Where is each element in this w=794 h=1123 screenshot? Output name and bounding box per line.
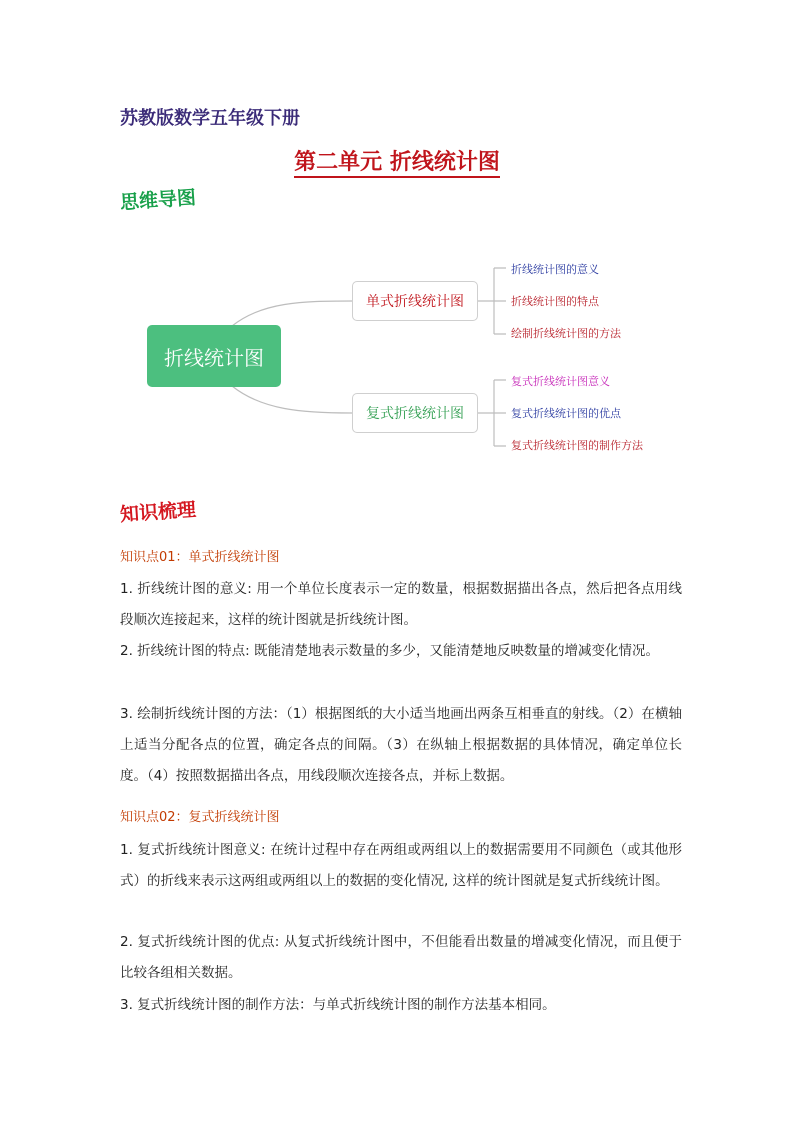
mindmap-leaf: 复式折线统计图意义 [511, 375, 610, 388]
mindmap-root: 折线统计图 [147, 325, 281, 387]
kp1-item-1: 1. 折线统计图的意义: 用一个单位长度表示一定的数量，根据数据描出各点，然后把各点用线段顺次连接起来，这样的统计图就是折线统计图。 [120, 581, 682, 628]
connector-branch2-stem [478, 380, 506, 446]
connector-root-branch1 [232, 301, 352, 326]
doc-title [0, 145, 794, 176]
kp1-item-2: 2. 折线统计图的特点: 既能清楚地表示数量的多少，又能清楚地反映数量的增减变化情况。 [120, 643, 660, 659]
connector-branch1-stem [478, 268, 506, 334]
mindmap-leaf: 折线统计图的特点 [511, 295, 599, 308]
doc-title-text: 第二单元 折线统计图 [294, 150, 500, 178]
mindmap-branch-compound: 复式折线统计图 [352, 393, 478, 433]
mindmap-branch-single: 单式折线统计图 [352, 281, 478, 321]
connector-root-branch2 [232, 386, 352, 413]
kp1-item-3: 3. 绘制折线统计图的方法：（1）根据图纸的大小适当地画出两条互相垂直的射线。（2）在横轴上适当分配各点的位置，确定各点的间隔。（3）在纵轴上根据数据的具体情况，确定单位长度。（4）按照数据描出各点，用线段顺次连接各点，并标上数据。 [120, 706, 682, 784]
knowledge-heading: 知识梳理 [119, 498, 197, 526]
kp2-item-3: 3. 复式折线统计图的制作方法：与单式折线统计图的制作方法基本相同。 [120, 997, 556, 1013]
mindmap-leaf: 复式折线统计图的优点 [511, 407, 621, 420]
mindmap-leaf: 复式折线统计图的制作方法 [511, 439, 643, 452]
kp1-label: 知识点01：单式折线统计图 [120, 550, 280, 565]
kp2-item-2: 2. 复式折线统计图的优点: 从复式折线统计图中，不但能看出数量的增减变化情况，而且便于比较各组相关数据。 [120, 934, 682, 981]
kp2-item-1: 1. 复式折线统计图意义: 在统计过程中存在两组或两组以上的数据需要用不同颜色（或其他形式）的折线来表示这两组或两组以上的数据的变化情况, 这样的统计图就是复式折线统计图。 [120, 842, 682, 889]
mindmap-heading: 思维导图 [119, 186, 197, 214]
mindmap-leaf: 绘制折线统计图的方法 [511, 327, 621, 340]
kp2-label: 知识点02：复式折线统计图 [120, 810, 280, 825]
doc-subtitle: 苏教版数学五年级下册 [120, 108, 300, 129]
mindmap-leaf: 折线统计图的意义 [511, 263, 599, 276]
